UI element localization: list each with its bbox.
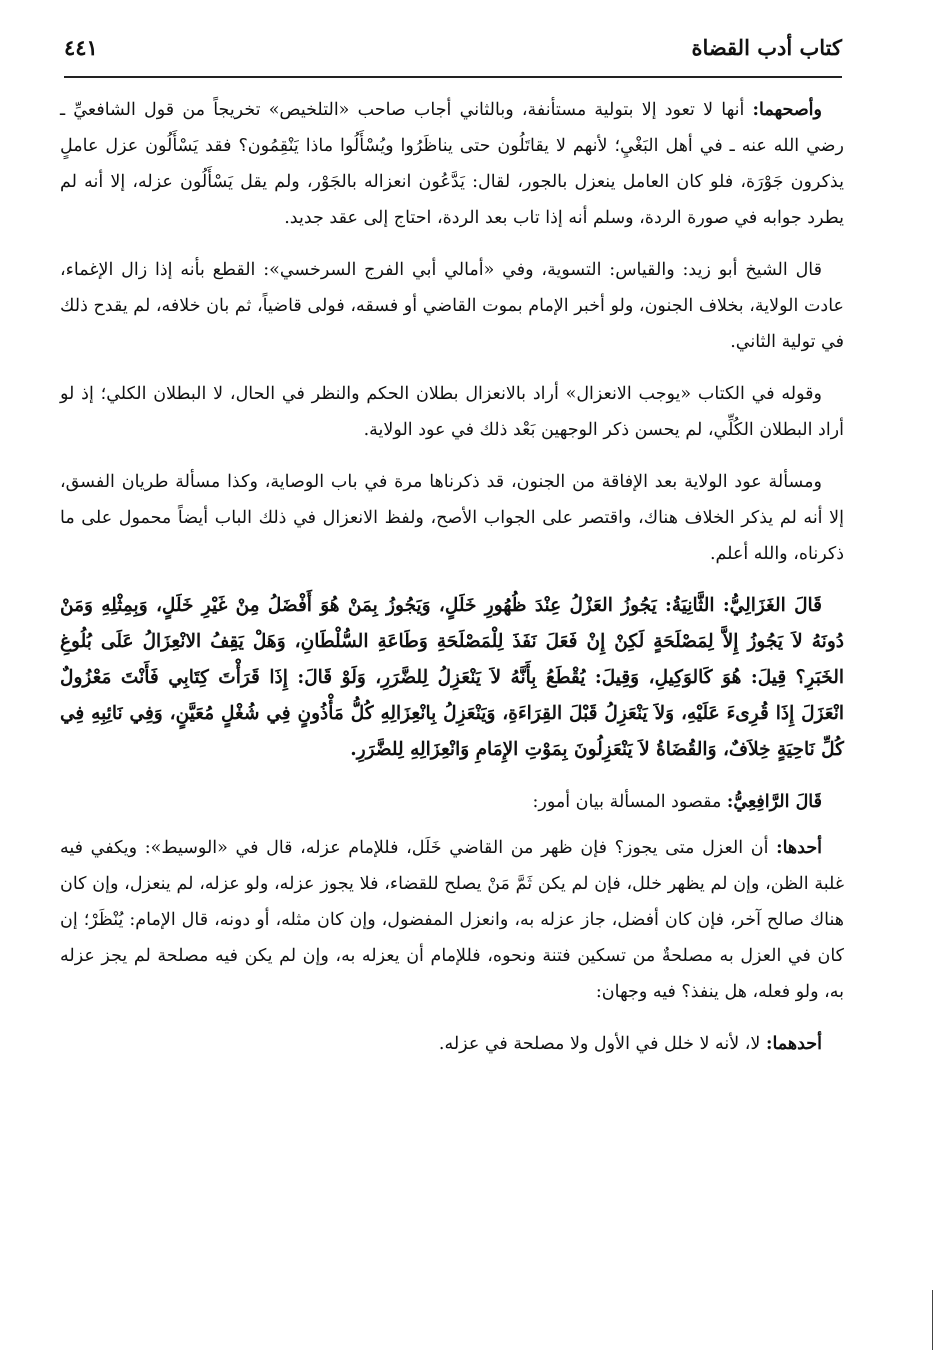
- paragraph-lead: وأصحهما:: [752, 100, 822, 120]
- paragraph: [60, 252, 844, 360]
- page-number: ٤٤١: [64, 34, 98, 60]
- matn-text: الثَّانِيَةُ: يَجُوزُ العَزْلُ عِنْدَ ظُهُورِ خَلَلٍ، وَيَجُوزُ بِمَنْ هُوَ أَفْضَلُ مِنْ غَيْرِ خَلَلٍ، وَبِمِثْلِهِ وَمَنْ دُونَهُ لاَ يَجُوزُ إِلاَّ لِمَصْلَحَةٍ لَكِنْ إِنْ فَعَلَ نَفَذَ لِلْمَصْلَحَةِ وَطَاعَةِ السُّلْطَانِ، وَهَلْ يَقِفُ الانْعِزَالُ عَلَى بُلُوغِ الخَبَرِ؟ قِيلَ: هُوَ كَالوَكِيلِ، وَقِيلَ: يُقْطَعُ بِأَنَّهُ لاَ يَنْعَزِلُ لِلضَّرَرِ، وَلَوْ قَالَ: إِذَا قَرَأْتَ كِتَابِي فَأَنْتَ مَعْزُولٌ انْعَزَلَ إِذَا قُرِىءَ عَلَيْهِ، وَلاَ يَنْعَزِلُ قَبْلَ القِرَاءَةِ، وَيَنْعَزِلُ بِانْعِزَالِهِ كُلُّ مَأْذُونٍ فِي شُغْلٍ مُعَيَّنٍ، وَفِي نَائِبِهِ فِي كُلِّ نَاحِيَةٍ خِلاَفٌ، وَالقُضَاةُ لاَ يَنْعَزِلُونَ بِمَوْتِ الإِمَامِ وَانْعِزَالِهِ لِلضَّرَرِ.: [60, 595, 844, 760]
- paragraph-text: لا، لأنه لا خلل في الأول ولا مصلحة في عزله.: [438, 1034, 766, 1054]
- rafii-intro: [60, 784, 844, 820]
- paragraph: [60, 1026, 844, 1062]
- scan-edge-line: [932, 1290, 933, 1350]
- main-text: [60, 92, 844, 1078]
- ghazali-matn: [60, 588, 844, 768]
- header-rule: [64, 76, 842, 78]
- paragraph-text: وقوله في الكتاب «يوجب الانعزال» أراد بالانعزال بطلان الحكم والنظر في الحال، لا البطلان الكلي؛ إذ لو أراد البطلان الكُلِّي، لم يحسن ذكر الوجهين بَعْد ذلك في عود الولاية.: [60, 384, 844, 440]
- paragraph: [60, 830, 844, 1010]
- paragraph: [60, 92, 844, 236]
- paragraph: [60, 464, 844, 572]
- paragraph: [60, 376, 844, 448]
- paragraph-lead: أحدهما:: [765, 1034, 822, 1054]
- paragraph-text: ومسألة عود الولاية بعد الإفاقة من الجنون، قد ذكرناها مرة في باب الوصاية، وكذا مسألة طريان الفسق، إلا أنه لم يذكر الخلاف هناك، واقتصر على الجواب الأصح، ولفظ الانعزال في ذلك الباب أيضاً محمول على ما ذكرناه، والله أعلم.: [60, 472, 844, 564]
- rafii-text: مقصود المسألة بيان أمور:: [532, 792, 727, 812]
- page-header: [64, 28, 842, 66]
- paragraph-text: أنها لا تعود إلا بتولية مستأنفة، وبالثاني أجاب صاحب «التلخيص» تخريجاً من قول الشافعيِّ ـ رضي الله عنه ـ في أهل البَغْيِ؛ لأنهم لا يقاتَلُون حتى يناظَرُوا ويُسْأَلُوا ماذا يَنْقِمُون؟ فقد يَسْأَلُون عزل عاملٍ يذكرون جَوْرَة، فلو كان العامل ينعزل بالجور، لقال: يَدَّعُون انعزاله بالجَوْر، ولم يقل يَسْأَلُون عزله، إلا أنه لم يطرد جوابه في صورة الردة، وسلم أنه إذا تاب بعد الردة، احتاج إلى عقد جديد.: [60, 100, 844, 228]
- paragraph-text: قال الشيخ أبو زيد: والقياس: التسوية، وفي «أمالي أبي الفرج السرخسي»: القطع بأنه إذا زال الإغماء، عادت الولاية، بخلاف الجنون، ولو أخبر الإمام بموت القاضي أو فسقه، فولى قاضياً، ثم بان خلافه، لم يقدح ذلك في تولية الثاني.: [60, 260, 844, 352]
- paragraph-text: أن العزل متى يجوز؟ فإن ظهر من القاضي خَلَل، فللإمام عزله، قال في «الوسيط»: ويكفي فيه غلبة الظن، وإن لم يظهر خلل، فإن لم يكن ثَمَّ مَنْ يصلح للقضاء، فلا يجوز عزله، ولو عزله، لم ينعزل، وإن كان هناك صالح آخر، فإن كان أفضل، جاز عزله به، وانعزل المفضول، وإن كان مثله، أو دونه، قال الإمام: يُنْظَرْ؛ إن كان في العزل به مصلحةٌ من تسكين فتنة ونحوه، فللإمام أن يعزله به، وإن لم يكن فيه مصلحة لم يجز عزله به، ولو فعله، هل ينفذ؟ فيه وجهان:: [60, 838, 844, 1002]
- matn-lead: قَالَ الغَزَالِيُّ:: [722, 595, 822, 616]
- running-title: كتاب أدب القضاة: [691, 34, 842, 60]
- rafii-lead: قَالَ الرَّافِعِيُّ:: [726, 792, 822, 812]
- paragraph-lead: أحدها:: [776, 838, 822, 858]
